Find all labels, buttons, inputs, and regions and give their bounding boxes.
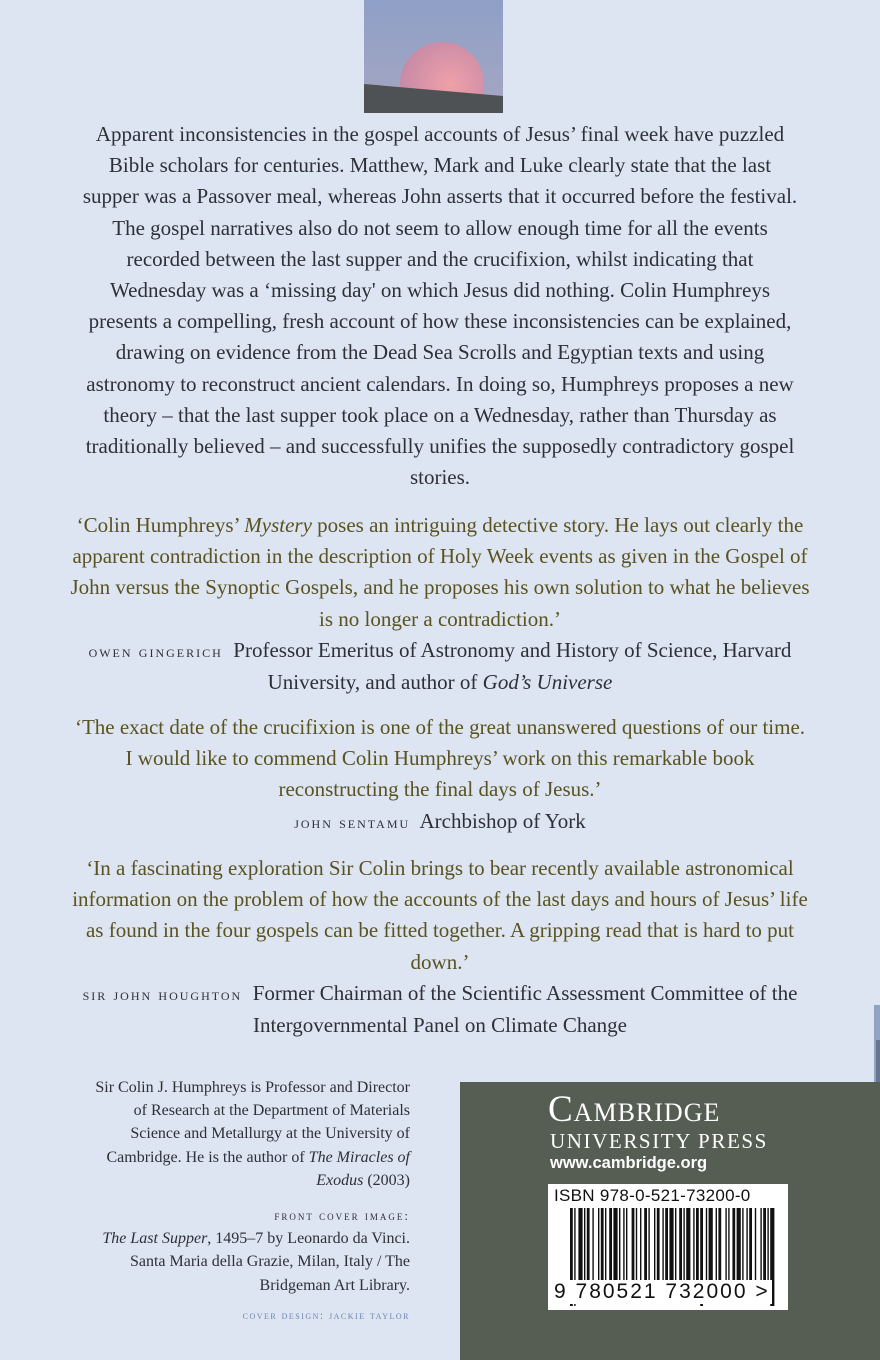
bio-book-year: (2003) [363,1171,410,1189]
logo-emblem [364,0,503,113]
quote-text: ‘The exact date of the crucifixion is one of the great unanswered questions of our time. I would like to commend Colin Humphreys’ work on this remarkable book reconstructing the final days of Jesus.’ [74,715,806,802]
endorsement-quote [70,510,810,698]
quote-text: poses an intriguing detective story. He lays out clearly the apparent contradiction in the description of Holy Week events as given in the Gospel of John versus the Synoptic Gospels, and he proposes his own solution to what he believes is no longer a contradiction.’ [70,513,810,631]
quote-author-role: Former Chairman of the Scientific Assessment Committee of the Intergovernmental Panel on Climate Change [252,980,798,1038]
cover-caption-label: front cover image: [274,1208,410,1224]
cover-design-credit: cover design: jackie taylor [242,1309,410,1322]
quote-author: john sentamu [294,812,411,832]
quote-author-role: Professor Emeritus of Astronomy and History of Science, Harvard University, and author of [233,637,792,695]
bio-book-title: The Miracles of Exodus [308,1148,410,1189]
publisher-box [460,1082,880,1360]
cover-credit-text: , 1495–7 by Leonardo da Vinci. Santa Maria della Grazie, Milan, Italy / The Bridgeman Art Library. [129,1230,410,1294]
quote-text: ‘In a fascinating exploration Sir Colin brings to bear recently available astronomical information on the problem of how the accounts of the last days and hours of Jesus’ life as found in the four gospels can be fitted together. A gripping read that is hard to put down.’ [72,856,808,974]
bio-text: Sir Colin J. Humphreys is Professor and Director of Research at the Department of Materials Science and Metallurgy at the University of Cambridge. He is the author of [95,1079,410,1166]
publisher-url: www.cambridge.org [550,1154,708,1172]
quote-author-role-italic: God’s Universe [482,670,613,695]
quote-text-italic: Mystery [244,513,312,537]
quote-text: ‘Colin Humphreys’ [76,513,245,537]
endorsement-quote [70,853,810,1041]
author-bio-text [80,1076,410,1192]
endorsement-quote [70,712,810,838]
isbn-barcode [548,1184,788,1310]
quote-author: owen gingerich [88,641,223,661]
quote-author: sir john houghton [82,984,243,1004]
quote-author-role: Archbishop of York [419,808,586,833]
book-description: Apparent inconsistencies in the gospel accounts of Jesus’ final week have puzzled Bible scholars for centuries. Matthew, Mark and Luke clearly state that the last supper was a Passover meal, whereas John asserts that it occurred before the festival. The gospel narratives also do not seem to allow enough time for all the events recorded between the last supper and the crucifixion, whilst indicating that Wednesday was a ‘missing day' on which Jesus did nothing. Colin Humphreys presents a compelling, fresh account of how these inconsistencies can be explained, drawing on evidence from the Dead Sea Scrolls and Egyptian texts and using astronomy to reconstruct ancient calendars. In doing so, Humphreys proposes a new theory – that the last supper took place on a Wednesday, rather than Thursday as traditionally believed – and successfully unifies the supposedly contradictory gospel stories. [82,122,798,490]
author-bio [80,1076,410,1328]
isbn-label: ISBN 978-0-521-73200-0 [554,1186,751,1205]
publisher-name: Cambridge [548,1089,721,1130]
cover-artwork: The Last Supper [102,1230,208,1248]
publisher-subtitle: UNIVERSITY PRESS [550,1129,768,1153]
cover-credit [80,1227,410,1297]
isbn-digits: 9 780521 732000 > [554,1280,770,1303]
